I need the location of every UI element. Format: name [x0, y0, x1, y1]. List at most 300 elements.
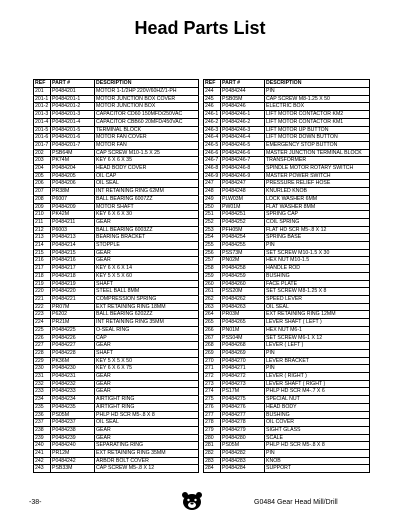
table-row [204, 465, 370, 473]
part-number-cell: P6007 [51, 195, 95, 203]
ref-cell: 211 [34, 218, 51, 226]
ref-cell: 259 [204, 272, 221, 280]
part-number-cell: PR03M [221, 311, 265, 319]
part-number-cell: P0484201-4 [51, 118, 95, 126]
ref-cell: 203 [34, 157, 51, 165]
ref-cell: 239 [34, 434, 51, 442]
description-cell: CAPACITOR CD60 150MFD/250VAC [95, 111, 199, 119]
table-row [34, 403, 199, 411]
table-row [34, 319, 199, 327]
part-number-cell: P0484280 [221, 434, 265, 442]
description-cell: EMERGENCY STOP BUTTON [265, 141, 370, 149]
ref-cell: 233 [34, 388, 51, 396]
description-cell: EXT RETAINING RING 12MM [265, 311, 370, 319]
ref-cell: 251 [204, 211, 221, 219]
description-cell: LOCK WASHER 6MM [265, 195, 370, 203]
description-cell: PIN [265, 365, 370, 373]
ref-cell: 225 [34, 326, 51, 334]
table-row [204, 419, 370, 427]
part-number-cell: P0484247 [221, 180, 265, 188]
part-number-cell: P0484214 [51, 242, 95, 250]
table-row [34, 349, 199, 357]
table-row [34, 288, 199, 296]
ref-cell: 244 [204, 88, 221, 96]
description-cell: GEAR [95, 434, 199, 442]
table-row [34, 141, 199, 149]
table-row [34, 411, 199, 419]
table-row [204, 257, 370, 265]
table-row [34, 442, 199, 450]
table-row [204, 157, 370, 165]
description-cell: KEY 6 X 6 X 14 [95, 265, 199, 273]
description-cell: HEX NUT M6-1 [265, 326, 370, 334]
description-cell: GEAR [95, 257, 199, 265]
description-cell: BALL BEARING 6202ZZ [95, 311, 199, 319]
part-number-cell: PSB05M [221, 95, 265, 103]
table-row [34, 357, 199, 365]
table-row [204, 388, 370, 396]
description-cell: COMPRESSION SPRING [95, 295, 199, 303]
table-row [34, 450, 199, 458]
description-cell: CAP SCREW M10-1.5 X 25 [95, 149, 199, 157]
ref-cell: 283 [204, 457, 221, 465]
table-row [34, 165, 199, 173]
description-cell: KEY 6 X 6 X 30 [95, 211, 199, 219]
table-row [34, 342, 199, 350]
part-number-cell: P0484216 [51, 257, 95, 265]
table-row [34, 88, 199, 96]
table-row [34, 434, 199, 442]
table-row [204, 349, 370, 357]
description-cell: SET SCREW M8-1.25 X 8 [265, 288, 370, 296]
part-number-cell: P0484259 [221, 272, 265, 280]
part-number-cell: P0484240 [51, 442, 95, 450]
description-cell: CAPACITOR CBB60 20MFD/450VAC [95, 118, 199, 126]
ref-cell: 246-1 [204, 111, 221, 119]
ref-cell: 212 [34, 226, 51, 234]
table-row [34, 172, 199, 180]
description-cell: LEVER SHAFT ( RIGHT ) [265, 380, 370, 388]
ref-cell: 220 [34, 288, 51, 296]
table-row [34, 280, 199, 288]
table-row [204, 149, 370, 157]
ref-cell: 254 [204, 234, 221, 242]
part-number-cell: PR38M [51, 188, 95, 196]
table-row [204, 242, 370, 250]
description-cell: CAP SCREW M8-1.25 X 50 [265, 95, 370, 103]
description-cell: PIN [265, 450, 370, 458]
part-number-cell: P0484231 [51, 373, 95, 381]
part-number-cell: P0484201 [51, 88, 95, 96]
ref-cell: 223 [34, 311, 51, 319]
part-number-cell: PK74M [51, 157, 95, 165]
ref-cell: 276 [204, 403, 221, 411]
ref-cell: 246-2 [204, 118, 221, 126]
ref-cell: 279 [204, 426, 221, 434]
ref-cell: 236 [34, 411, 51, 419]
part-number-cell: P0484209 [51, 203, 95, 211]
part-number-cell: P0484283 [221, 457, 265, 465]
part-number-cell: P0484213 [51, 234, 95, 242]
table-row [34, 249, 199, 257]
table-row [34, 188, 199, 196]
table-row [34, 203, 199, 211]
ref-cell: 246 [204, 103, 221, 111]
part-number-cell: P0484248 [221, 188, 265, 196]
ref-cell: 202 [34, 149, 51, 157]
table-row [34, 396, 199, 404]
ref-cell: 216 [34, 257, 51, 265]
table-row [34, 465, 199, 473]
table-row [34, 234, 199, 242]
table-row [204, 411, 370, 419]
description-cell: SUPPORT [265, 465, 370, 473]
part-number-cell: PR21M [51, 319, 95, 327]
part-number-cell: P0484273 [221, 380, 265, 388]
table-row [204, 126, 370, 134]
description-cell: SCALE [265, 434, 370, 442]
ref-cell: 265 [204, 319, 221, 327]
part-number-cell: P0484226 [51, 334, 95, 342]
part-number-cell: P0484238 [51, 426, 95, 434]
ref-cell: 282 [204, 450, 221, 458]
part-number-cell: P0484237 [51, 419, 95, 427]
parts-table-left [33, 79, 199, 473]
description-header: DESCRIPTION [95, 80, 199, 88]
ref-cell: 284 [204, 465, 221, 473]
document-title: G0484 Gear Head Mill/Drill [254, 499, 338, 506]
description-cell: STEEL BALL 8MM [95, 288, 199, 296]
part-number-cell: P6003 [51, 226, 95, 234]
part-number-cell: P0484220 [51, 288, 95, 296]
ref-cell: 257 [204, 257, 221, 265]
ref-cell: 248 [204, 188, 221, 196]
part-number-cell: PSS04M [221, 334, 265, 342]
description-cell: GEAR [95, 249, 199, 257]
ref-cell: 205 [34, 172, 51, 180]
table-row [204, 311, 370, 319]
part-number-cell: P0484262 [221, 295, 265, 303]
page-number: -38- [29, 499, 42, 506]
description-cell: PHLP HD SCR M5-.8 X 8 [95, 411, 199, 419]
ref-cell: 268 [204, 342, 221, 350]
part-number-cell: P0484268 [221, 342, 265, 350]
part-number-cell: P0484221 [51, 295, 95, 303]
part-number-cell: P0484278 [221, 419, 265, 427]
description-cell: LEVER SHAFT ( LEFT ) [265, 319, 370, 327]
part-number-cell: PSB64M [51, 149, 95, 157]
description-cell: OIL SEAL [95, 180, 199, 188]
ref-cell: 243 [34, 465, 51, 473]
part-number-cell: P0484215 [51, 249, 95, 257]
description-cell: GEAR [95, 373, 199, 381]
part-number-cell: P0484206 [51, 180, 95, 188]
part-number-cell: PR12M [51, 450, 95, 458]
part-header: PART # [51, 80, 95, 88]
ref-header: REF [204, 80, 221, 88]
description-cell: SHAFT [95, 280, 199, 288]
description-cell: ARBOR BOLT COVER [95, 457, 199, 465]
description-cell: SPECIAL NUT [265, 396, 370, 404]
table-row [34, 426, 199, 434]
ref-cell: 238 [34, 426, 51, 434]
part-number-cell: P0484269 [221, 349, 265, 357]
part-number-cell: P0484230 [51, 365, 95, 373]
description-cell: MOTOR FAN COVER [95, 134, 199, 142]
description-cell: STOPPLE [95, 242, 199, 250]
table-row [204, 442, 370, 450]
description-cell: MOTOR 1-1/2HP 220V/60HZ/1-PH [95, 88, 199, 96]
description-header: DESCRIPTION [265, 80, 370, 88]
description-cell: INT RETAINING RING 62MM [95, 188, 199, 196]
ref-cell: 255 [204, 242, 221, 250]
part-number-cell: PN02M [221, 257, 265, 265]
description-cell: LEVER BRACKET [265, 357, 370, 365]
part-number-cell: P0484279 [221, 426, 265, 434]
description-cell: BEARING BRACKET [95, 234, 199, 242]
table-row [204, 118, 370, 126]
table-row [34, 311, 199, 319]
ref-cell: 273 [204, 380, 221, 388]
description-cell: EXT RETAINING RING 18MM [95, 303, 199, 311]
ref-cell: 207 [34, 188, 51, 196]
description-cell: COIL SPRING [265, 218, 370, 226]
part-number-cell: P0484201-2 [51, 103, 95, 111]
table-row [204, 403, 370, 411]
description-cell: KNOB [265, 457, 370, 465]
description-cell: SET SCREW M6-1 X 12 [265, 334, 370, 342]
table-row [204, 88, 370, 96]
part-number-cell: P0484246-5 [221, 141, 265, 149]
part-header: PART # [221, 80, 265, 88]
table-row [204, 218, 370, 226]
ref-cell: 275 [204, 396, 221, 404]
part-number-cell: PK42M [51, 211, 95, 219]
part-number-cell: P0484282 [221, 450, 265, 458]
description-cell: LIFT MOTOR CONTACTOR KM2 [265, 111, 370, 119]
ref-cell: 232 [34, 380, 51, 388]
page-title: Head Parts List [134, 18, 266, 38]
table-row [204, 272, 370, 280]
ref-cell: 237 [34, 419, 51, 427]
description-cell: GEAR [95, 426, 199, 434]
ref-cell: 201-6 [34, 134, 51, 142]
ref-cell: 246-4 [204, 134, 221, 142]
table-row [204, 303, 370, 311]
table-row [204, 357, 370, 365]
ref-cell: 252 [204, 218, 221, 226]
ref-cell: 214 [34, 242, 51, 250]
ref-cell: 224 [34, 319, 51, 327]
ref-cell: 260 [204, 280, 221, 288]
ref-cell: 235 [34, 403, 51, 411]
table-row [204, 203, 370, 211]
ref-cell: 206 [34, 180, 51, 188]
table-row [204, 450, 370, 458]
ref-cell: 201-5 [34, 126, 51, 134]
description-cell: O-SEAL RING [95, 326, 199, 334]
table-row [34, 157, 199, 165]
table-row [34, 380, 199, 388]
ref-cell: 272 [204, 373, 221, 381]
description-cell: KEY 5 X 5 X 50 [95, 357, 199, 365]
ref-cell: 228 [34, 349, 51, 357]
description-cell: TRANSFORMER [265, 157, 370, 165]
table-row [204, 180, 370, 188]
table-row [34, 326, 199, 334]
parts-table-right [203, 79, 370, 473]
description-cell: PHLP HD SCR M4-.7 X 6 [265, 388, 370, 396]
table-row [34, 419, 199, 427]
description-cell: MOTOR FAN [95, 141, 199, 149]
ref-cell: 246-7 [204, 157, 221, 165]
description-cell: EXT RETAINING RING 35MM [95, 450, 199, 458]
part-number-cell: P0484201-3 [51, 111, 95, 119]
table-row [34, 295, 199, 303]
ref-cell: 201-7 [34, 141, 51, 149]
ref-cell: 246-9 [204, 172, 221, 180]
ref-cell: 274 [204, 388, 221, 396]
table-row [34, 457, 199, 465]
table-row [204, 380, 370, 388]
ref-cell: 270 [204, 357, 221, 365]
table-row [204, 334, 370, 342]
description-cell: KEY 6 X 6 X 35 [95, 157, 199, 165]
description-cell: CAP [95, 334, 199, 342]
description-cell: SEPARATING RING [95, 442, 199, 450]
part-number-cell: P0484246-2 [221, 118, 265, 126]
description-cell: HEAD BODY COVER [95, 165, 199, 173]
part-number-cell: PS17M [221, 388, 265, 396]
table-row [34, 303, 199, 311]
table-row [204, 434, 370, 442]
ref-cell: 240 [34, 442, 51, 450]
ref-cell: 246-8 [204, 165, 221, 173]
ref-cell: 280 [204, 434, 221, 442]
part-number-cell: PLW03M [221, 195, 265, 203]
part-number-cell: P0484235 [51, 403, 95, 411]
description-cell: SET SCREW M10-1.5 X 30 [265, 249, 370, 257]
description-cell: HEX NUT M10-1.5 [265, 257, 370, 265]
ref-cell: 201-2 [34, 103, 51, 111]
part-number-cell: P0484244 [221, 88, 265, 96]
table-row [204, 188, 370, 196]
part-number-cell: P0484227 [51, 342, 95, 350]
ref-cell: 271 [204, 365, 221, 373]
ref-cell: 229 [34, 357, 51, 365]
table-row [204, 295, 370, 303]
part-number-cell: P0484201-1 [51, 95, 95, 103]
ref-cell: 263 [204, 303, 221, 311]
ref-cell: 261 [204, 288, 221, 296]
description-cell: KEY 6 X 6 X 75 [95, 365, 199, 373]
description-cell: PHLP HD SCR M5-.8 X 8 [265, 442, 370, 450]
table-row [204, 249, 370, 257]
part-number-cell: P0484275 [221, 396, 265, 404]
part-number-cell: P0484246 [221, 103, 265, 111]
description-cell: AIRTIGHT RING [95, 403, 199, 411]
part-number-cell: P0484271 [221, 365, 265, 373]
table-row [204, 111, 370, 119]
description-cell: BALL BEARING 6007ZZ [95, 195, 199, 203]
table-row [204, 319, 370, 327]
ref-cell: 231 [34, 373, 51, 381]
part-number-cell: PSB33M [51, 465, 95, 473]
table-row [34, 149, 199, 157]
part-number-cell: P0484239 [51, 434, 95, 442]
table-row [204, 211, 370, 219]
ref-cell: 262 [204, 295, 221, 303]
table-row [34, 103, 199, 111]
ref-cell: 267 [204, 334, 221, 342]
ref-cell: 266 [204, 326, 221, 334]
ref-cell: 217 [34, 265, 51, 273]
description-cell: INT RETAINING RING 35MM [95, 319, 199, 327]
part-number-cell: P0484211 [51, 218, 95, 226]
table-row [34, 242, 199, 250]
ref-cell: 246-5 [204, 141, 221, 149]
description-cell: SIGHT GLASS [265, 426, 370, 434]
ref-cell: 245 [204, 95, 221, 103]
table-row [34, 195, 199, 203]
part-number-cell: P0484246-7 [221, 157, 265, 165]
part-number-cell: P0484246-4 [221, 134, 265, 142]
part-number-cell: P0484217 [51, 265, 95, 273]
part-number-cell: P0484254 [221, 234, 265, 242]
description-cell: BALL BEARING 6003ZZ [95, 226, 199, 234]
ref-cell: 201 [34, 88, 51, 96]
ref-cell: 226 [34, 334, 51, 342]
ref-cell: 234 [34, 396, 51, 404]
table-row [34, 388, 199, 396]
ref-cell: 201-4 [34, 118, 51, 126]
part-number-cell: P0484260 [221, 280, 265, 288]
part-number-cell: P0484252 [221, 218, 265, 226]
table-row [34, 95, 199, 103]
part-number-cell: P0484272 [221, 373, 265, 381]
ref-cell: 278 [204, 419, 221, 427]
part-number-cell: P0484218 [51, 272, 95, 280]
part-number-cell: P0484246-8 [221, 165, 265, 173]
part-number-cell: P0484255 [221, 242, 265, 250]
bear-logo-icon [181, 491, 203, 511]
ref-cell: 215 [34, 249, 51, 257]
part-number-cell: PS05M [221, 442, 265, 450]
part-number-cell: P0484234 [51, 396, 95, 404]
part-number-cell: P0484277 [221, 411, 265, 419]
description-cell: PIN [265, 349, 370, 357]
table-row [204, 288, 370, 296]
part-number-cell: P0484201-7 [51, 141, 95, 149]
ref-cell: 264 [204, 311, 221, 319]
description-cell: GEAR [95, 218, 199, 226]
ref-cell: 201-1 [34, 95, 51, 103]
part-number-cell: P0484232 [51, 380, 95, 388]
table-row [204, 134, 370, 142]
description-cell: SHAFT [95, 349, 199, 357]
description-cell: LEVER ( LEFT ) [265, 342, 370, 350]
description-cell: MASTER JUNCTION TERMINAL BLOCK [265, 149, 370, 157]
description-cell: HEAD BODY [265, 403, 370, 411]
part-number-cell: P0484201-5 [51, 126, 95, 134]
description-cell: SPRING CAP [265, 211, 370, 219]
table-row [34, 226, 199, 234]
table-row [204, 195, 370, 203]
description-cell: MASTER POWER SWITCH [265, 172, 370, 180]
table-row [204, 396, 370, 404]
part-number-cell: P0484205 [51, 172, 95, 180]
table-row [34, 334, 199, 342]
